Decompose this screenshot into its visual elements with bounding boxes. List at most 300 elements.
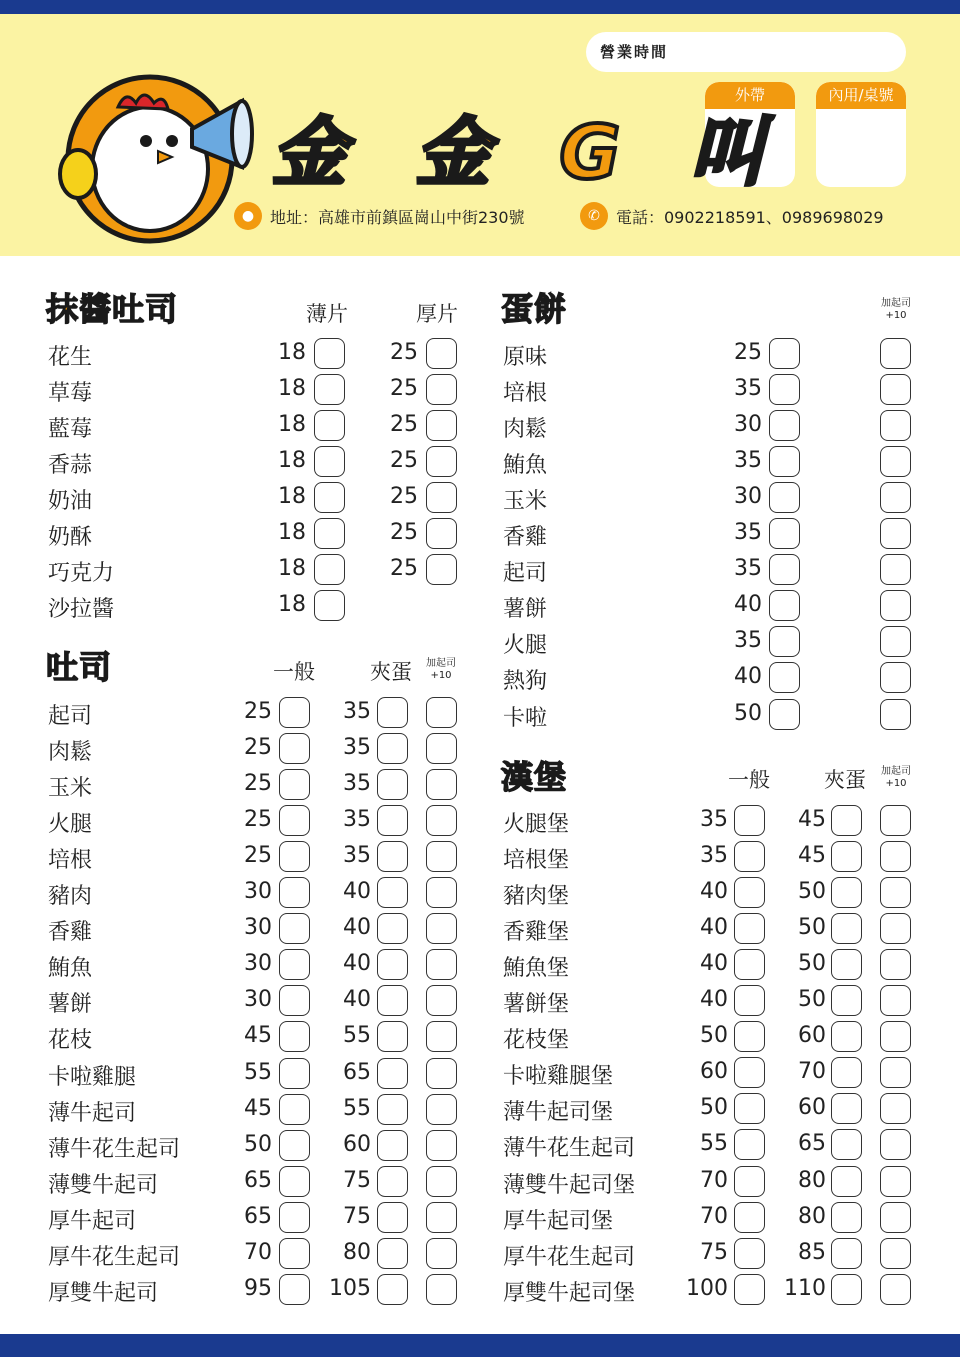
checkbox-with-egg[interactable] [831, 841, 862, 872]
jam-toast-item: 奶油 [48, 489, 93, 515]
burger-item: 薯餅堡 [503, 992, 570, 1018]
price-regular: 35 [734, 520, 762, 546]
checkbox-add-cheese[interactable] [426, 877, 457, 908]
price-with-egg: 35 [343, 807, 371, 833]
phone-row [580, 202, 884, 230]
checkbox-thin[interactable] [314, 590, 345, 621]
col-thick-slice: 厚片 [416, 302, 458, 326]
price-thick: 25 [390, 448, 418, 474]
checkbox-add-cheese[interactable] [426, 1238, 457, 1269]
checkbox-add-cheese[interactable] [880, 699, 911, 730]
location-pin-icon: ● [234, 202, 262, 230]
jam-toast-item: 沙拉醬 [48, 597, 115, 623]
price-regular: 30 [244, 987, 272, 1013]
price-thin: 18 [278, 412, 306, 438]
price-regular: 35 [700, 807, 728, 832]
checkbox-regular[interactable] [734, 1202, 765, 1233]
burger-item: 香雞堡 [503, 920, 570, 946]
price-with-egg: 40 [343, 951, 371, 977]
burger-item: 厚雙牛起司堡 [503, 1280, 636, 1306]
burger-item: 厚牛花生起司 [503, 1244, 636, 1270]
price-with-egg: 60 [343, 1131, 371, 1157]
takeout-label: 外帶 [705, 82, 795, 109]
price-regular: 65 [244, 1167, 272, 1193]
price-with-egg: 35 [343, 771, 371, 797]
checkbox-thick[interactable] [426, 446, 457, 477]
price-regular: 50 [700, 1095, 728, 1121]
checkbox-with-egg[interactable] [377, 913, 408, 944]
checkbox-add-cheese[interactable] [880, 662, 911, 693]
checkbox-add-cheese[interactable] [426, 985, 457, 1016]
checkbox-thin[interactable] [314, 482, 345, 513]
checkbox-regular[interactable] [769, 518, 800, 549]
chicken-logo [50, 69, 260, 244]
checkbox-with-egg[interactable] [377, 1274, 408, 1305]
price-regular: 25 [244, 807, 272, 833]
price-regular: 70 [700, 1167, 728, 1193]
price-regular: 35 [734, 376, 762, 402]
col-with-egg: 夾蛋 [824, 768, 866, 792]
price-with-egg: 35 [343, 735, 371, 761]
checkbox-add-cheese[interactable] [426, 1166, 457, 1197]
price-regular: 45 [244, 1095, 272, 1121]
checkbox-add-cheese[interactable] [880, 841, 911, 872]
price-with-egg: 60 [798, 1023, 826, 1049]
checkbox-with-egg[interactable] [377, 1130, 408, 1161]
price-regular: 35 [734, 628, 762, 654]
checkbox-regular[interactable] [769, 590, 800, 621]
price-thin: 18 [278, 592, 306, 618]
add-cheese-text: 加起司 [426, 658, 456, 669]
checkbox-regular[interactable] [734, 1166, 765, 1197]
price-with-egg: 50 [798, 915, 826, 941]
checkbox-with-egg[interactable] [831, 913, 862, 944]
checkbox-regular[interactable] [279, 1130, 310, 1161]
jam-toast-item: 草莓 [48, 381, 93, 407]
checkbox-with-egg[interactable] [377, 841, 408, 872]
checkbox-regular[interactable] [769, 482, 800, 513]
price-thin: 18 [278, 376, 306, 402]
jam-toast-item: 香蒜 [48, 453, 93, 479]
checkbox-add-cheese[interactable] [880, 338, 911, 369]
checkbox-regular[interactable] [279, 1021, 310, 1052]
price-regular: 30 [734, 412, 762, 438]
checkbox-add-cheese[interactable] [880, 1238, 911, 1269]
burger-item: 薄雙牛起司堡 [503, 1172, 636, 1198]
burger-item: 薄牛起司堡 [503, 1100, 614, 1126]
checkbox-add-cheese[interactable] [880, 1274, 911, 1305]
price-regular: 40 [734, 592, 762, 618]
burger-item: 卡啦雞腿堡 [503, 1064, 614, 1090]
jam-toast-title: 抹醬吐司 [46, 290, 179, 328]
checkbox-regular[interactable] [734, 1021, 765, 1052]
burger-item: 豬肉堡 [503, 884, 570, 910]
price-with-egg: 45 [798, 843, 826, 869]
price-regular: 50 [244, 1131, 272, 1157]
checkbox-with-egg[interactable] [831, 1129, 862, 1160]
price-regular: 40 [734, 664, 762, 690]
price-regular: 55 [700, 1131, 728, 1157]
checkbox-add-cheese[interactable] [880, 626, 911, 657]
price-regular: 50 [734, 700, 762, 726]
egg-pancake-item: 起司 [503, 561, 548, 587]
toast-title: 吐司 [46, 648, 113, 686]
price-regular: 35 [700, 843, 728, 869]
add-cheese-price: +10 [885, 778, 907, 789]
checkbox-regular[interactable] [769, 699, 800, 730]
price-regular: 55 [244, 1059, 272, 1085]
add-cheese-label [876, 298, 916, 322]
checkbox-regular[interactable] [279, 697, 310, 728]
checkbox-regular[interactable] [769, 338, 800, 369]
price-regular: 50 [700, 1023, 728, 1049]
price-regular: 35 [734, 556, 762, 582]
checkbox-regular[interactable] [769, 626, 800, 657]
address-text: 地址：高雄市前鎮區崗山中街230號 [270, 207, 525, 227]
price-regular: 30 [244, 915, 272, 941]
price-with-egg: 40 [343, 987, 371, 1013]
checkbox-add-cheese[interactable] [880, 1057, 911, 1088]
egg-pancake-item: 培根 [503, 381, 548, 407]
checkbox-thick[interactable] [426, 410, 457, 441]
price-with-egg: 110 [784, 1275, 826, 1301]
checkbox-add-cheese[interactable] [426, 949, 457, 980]
checkbox-with-egg[interactable] [831, 1093, 862, 1124]
price-regular: 25 [734, 340, 762, 365]
checkbox-regular[interactable] [279, 1238, 310, 1269]
add-cheese-price: +10 [885, 310, 907, 321]
price-with-egg: 50 [798, 879, 826, 905]
toast-item: 薯餅 [48, 992, 93, 1018]
checkbox-add-cheese[interactable] [880, 410, 911, 441]
price-regular: 70 [700, 1203, 728, 1229]
checkbox-thin[interactable] [314, 338, 345, 369]
checkbox-add-cheese[interactable] [880, 518, 911, 549]
toast-item: 鮪魚 [48, 956, 93, 982]
checkbox-regular[interactable] [769, 446, 800, 477]
add-cheese-text: 加起司 [881, 766, 911, 777]
checkbox-with-egg[interactable] [831, 1057, 862, 1088]
price-with-egg: 65 [798, 1131, 826, 1157]
price-regular: 70 [244, 1239, 272, 1265]
price-thin: 18 [278, 520, 306, 546]
toast-item: 火腿 [48, 812, 93, 838]
checkbox-with-egg[interactable] [831, 1166, 862, 1197]
toast-item: 培根 [48, 848, 93, 874]
business-hours-field[interactable] [586, 32, 906, 72]
checkbox-regular[interactable] [769, 410, 800, 441]
burger-item: 花枝堡 [503, 1028, 570, 1054]
checkbox-add-cheese[interactable] [426, 769, 457, 800]
checkbox-with-egg[interactable] [831, 805, 862, 836]
price-regular: 30 [244, 879, 272, 905]
price-regular: 100 [686, 1275, 728, 1301]
checkbox-regular[interactable] [279, 1058, 310, 1089]
phone-icon: ✆ [580, 202, 608, 230]
checkbox-regular[interactable] [279, 1166, 310, 1197]
address-row [234, 202, 525, 230]
checkbox-add-cheese[interactable] [426, 1274, 457, 1305]
toast-item: 厚雙牛起司 [48, 1280, 159, 1306]
toast-item: 肉鬆 [48, 740, 93, 766]
checkbox-regular[interactable] [279, 841, 310, 872]
checkbox-add-cheese[interactable] [880, 482, 911, 513]
checkbox-add-cheese[interactable] [880, 446, 911, 477]
checkbox-add-cheese[interactable] [426, 913, 457, 944]
price-regular: 25 [244, 735, 272, 761]
price-regular: 30 [244, 951, 272, 977]
price-thick: 25 [390, 520, 418, 546]
checkbox-regular[interactable] [279, 877, 310, 908]
checkbox-regular[interactable] [769, 554, 800, 585]
jam-toast-item: 巧克力 [48, 561, 115, 587]
egg-pancake-item: 原味 [503, 345, 548, 370]
toast-item: 花枝 [48, 1028, 93, 1054]
toast-item: 薄牛花生起司 [48, 1136, 181, 1162]
price-regular: 35 [734, 448, 762, 474]
checkbox-regular[interactable] [279, 1274, 310, 1305]
col-with-egg: 夾蛋 [370, 660, 412, 684]
checkbox-regular[interactable] [734, 1057, 765, 1088]
checkbox-add-cheese[interactable] [880, 949, 911, 980]
col-thin-slice: 薄片 [306, 302, 348, 326]
checkbox-add-cheese[interactable] [880, 913, 911, 944]
checkbox-add-cheese[interactable] [880, 877, 911, 908]
price-regular: 25 [244, 843, 272, 869]
add-cheese-label [422, 658, 460, 682]
toast-item: 豬肉 [48, 884, 93, 910]
checkbox-add-cheese[interactable] [880, 554, 911, 585]
checkbox-add-cheese[interactable] [426, 733, 457, 764]
burger-item: 薄牛花生起司 [503, 1136, 636, 1162]
price-with-egg: 35 [343, 699, 371, 724]
checkbox-add-cheese[interactable] [880, 590, 911, 621]
price-regular: 95 [244, 1275, 272, 1301]
checkbox-with-egg[interactable] [831, 1021, 862, 1052]
checkbox-regular[interactable] [279, 985, 310, 1016]
checkbox-regular[interactable] [279, 913, 310, 944]
checkbox-add-cheese[interactable] [880, 1129, 911, 1160]
jam-toast-item: 花生 [48, 345, 93, 370]
price-with-egg: 85 [798, 1239, 826, 1265]
price-with-egg: 55 [343, 1023, 371, 1049]
checkbox-with-egg[interactable] [377, 1021, 408, 1052]
checkbox-add-cheese[interactable] [880, 1021, 911, 1052]
header [0, 14, 960, 256]
price-with-egg: 70 [798, 1059, 826, 1085]
checkbox-add-cheese[interactable] [426, 1021, 457, 1052]
checkbox-with-egg[interactable] [377, 805, 408, 836]
burger-title: 漢堡 [501, 758, 568, 796]
price-regular: 75 [700, 1239, 728, 1265]
price-with-egg: 80 [798, 1203, 826, 1229]
price-with-egg: 55 [343, 1095, 371, 1121]
price-thin: 18 [278, 484, 306, 510]
egg-pancake-item: 卡啦 [503, 705, 548, 731]
phone-text: 電話：0902218591、0989698029 [616, 207, 884, 227]
burger-item: 鮪魚堡 [503, 956, 570, 982]
checkbox-regular[interactable] [734, 1093, 765, 1124]
price-with-egg: 50 [798, 987, 826, 1013]
checkbox-thin[interactable] [314, 554, 345, 585]
checkbox-with-egg[interactable] [377, 1238, 408, 1269]
brand-name: 金 金 G 叫 [272, 110, 787, 196]
checkbox-thick[interactable] [426, 482, 457, 513]
checkbox-regular[interactable] [279, 733, 310, 764]
jam-toast-item: 藍莓 [48, 417, 93, 443]
toast-item: 卡啦雞腿 [48, 1064, 137, 1090]
price-with-egg: 80 [343, 1239, 371, 1265]
checkbox-add-cheese[interactable] [426, 841, 457, 872]
checkbox-regular[interactable] [279, 1094, 310, 1125]
checkbox-regular[interactable] [279, 949, 310, 980]
checkbox-add-cheese[interactable] [880, 1202, 911, 1233]
checkbox-regular[interactable] [279, 769, 310, 800]
price-thick: 25 [390, 340, 418, 365]
checkbox-regular[interactable] [734, 877, 765, 908]
checkbox-regular[interactable] [734, 913, 765, 944]
checkbox-add-cheese[interactable] [426, 1094, 457, 1125]
checkbox-thick[interactable] [426, 374, 457, 405]
checkbox-regular[interactable] [769, 662, 800, 693]
price-thin: 18 [278, 556, 306, 582]
checkbox-add-cheese[interactable] [426, 1058, 457, 1089]
checkbox-with-egg[interactable] [377, 1166, 408, 1197]
price-with-egg: 75 [343, 1167, 371, 1193]
checkbox-add-cheese[interactable] [880, 805, 911, 836]
checkbox-with-egg[interactable] [831, 949, 862, 980]
checkbox-with-egg[interactable] [831, 1238, 862, 1269]
toast-item: 香雞 [48, 920, 93, 946]
price-thin: 18 [278, 340, 306, 365]
checkbox-add-cheese[interactable] [426, 1202, 457, 1233]
burger-item: 火腿堡 [503, 812, 570, 837]
checkbox-add-cheese[interactable] [426, 1130, 457, 1161]
price-with-egg: 40 [343, 915, 371, 941]
checkbox-thick[interactable] [426, 338, 457, 369]
dinein-label: 內用/桌號 [816, 82, 906, 109]
price-thick: 25 [390, 412, 418, 438]
jam-toast-item: 奶酥 [48, 525, 93, 551]
burger-item: 培根堡 [503, 848, 570, 874]
egg-pancake-item: 肉鬆 [503, 417, 548, 443]
checkbox-with-egg[interactable] [377, 985, 408, 1016]
checkbox-thick[interactable] [426, 554, 457, 585]
price-with-egg: 40 [343, 879, 371, 905]
business-hours-label: 營業時間 [600, 43, 669, 61]
price-regular: 40 [700, 879, 728, 905]
checkbox-with-egg[interactable] [831, 1274, 862, 1305]
price-regular: 40 [700, 987, 728, 1013]
price-regular: 65 [244, 1203, 272, 1229]
checkbox-add-cheese[interactable] [880, 374, 911, 405]
dinein-box[interactable] [816, 82, 906, 187]
checkbox-regular[interactable] [734, 1129, 765, 1160]
checkbox-with-egg[interactable] [377, 1094, 408, 1125]
egg-pancake-item: 熱狗 [503, 669, 548, 695]
price-regular: 25 [244, 771, 272, 797]
checkbox-with-egg[interactable] [377, 1202, 408, 1233]
add-cheese-text: 加起司 [881, 298, 911, 309]
price-thick: 25 [390, 484, 418, 510]
toast-item: 薄雙牛起司 [48, 1172, 159, 1198]
price-with-egg: 105 [329, 1275, 371, 1301]
add-cheese-label [876, 766, 916, 790]
checkbox-thin[interactable] [314, 518, 345, 549]
toast-item: 起司 [48, 704, 93, 729]
col-regular: 一般 [273, 660, 315, 684]
price-thin: 18 [278, 448, 306, 474]
price-with-egg: 60 [798, 1095, 826, 1121]
checkbox-add-cheese[interactable] [426, 805, 457, 836]
col-regular: 一般 [728, 768, 770, 792]
egg-pancake-item: 玉米 [503, 489, 548, 515]
top-bar [0, 0, 960, 14]
checkbox-with-egg[interactable] [831, 877, 862, 908]
checkbox-with-egg[interactable] [377, 877, 408, 908]
price-with-egg: 80 [798, 1167, 826, 1193]
price-with-egg: 65 [343, 1059, 371, 1085]
checkbox-regular[interactable] [734, 1238, 765, 1269]
checkbox-regular[interactable] [279, 805, 310, 836]
checkbox-thin[interactable] [314, 410, 345, 441]
price-thick: 25 [390, 556, 418, 582]
price-regular: 40 [700, 951, 728, 977]
checkbox-regular[interactable] [734, 841, 765, 872]
checkbox-thin[interactable] [314, 374, 345, 405]
price-with-egg: 75 [343, 1203, 371, 1229]
checkbox-add-cheese[interactable] [880, 1093, 911, 1124]
price-regular: 30 [734, 484, 762, 510]
price-regular: 40 [700, 915, 728, 941]
toast-item: 厚牛花生起司 [48, 1244, 181, 1270]
price-regular: 45 [244, 1023, 272, 1049]
toast-item: 薄牛起司 [48, 1100, 137, 1126]
checkbox-regular[interactable] [734, 1274, 765, 1305]
checkbox-regular[interactable] [769, 374, 800, 405]
checkbox-thick[interactable] [426, 518, 457, 549]
checkbox-regular[interactable] [734, 805, 765, 836]
checkbox-add-cheese[interactable] [426, 697, 457, 728]
toast-item: 玉米 [48, 776, 93, 802]
checkbox-with-egg[interactable] [831, 1202, 862, 1233]
checkbox-with-egg[interactable] [377, 697, 408, 728]
price-regular: 25 [244, 699, 272, 724]
checkbox-with-egg[interactable] [831, 985, 862, 1016]
checkbox-with-egg[interactable] [377, 1058, 408, 1089]
checkbox-add-cheese[interactable] [880, 1166, 911, 1197]
checkbox-add-cheese[interactable] [880, 985, 911, 1016]
add-cheese-price: +10 [430, 670, 452, 681]
checkbox-regular[interactable] [279, 1202, 310, 1233]
checkbox-with-egg[interactable] [377, 733, 408, 764]
price-with-egg: 45 [798, 807, 826, 832]
price-with-egg: 35 [343, 843, 371, 869]
checkbox-thin[interactable] [314, 446, 345, 477]
checkbox-with-egg[interactable] [377, 769, 408, 800]
checkbox-with-egg[interactable] [377, 949, 408, 980]
price-regular: 60 [700, 1059, 728, 1085]
price-with-egg: 50 [798, 951, 826, 977]
egg-pancake-item: 香雞 [503, 525, 548, 551]
checkbox-regular[interactable] [734, 985, 765, 1016]
toast-item: 厚牛起司 [48, 1208, 137, 1234]
bottom-bar [0, 1334, 960, 1357]
price-thick: 25 [390, 376, 418, 402]
egg-pancake-title: 蛋餅 [501, 290, 568, 328]
checkbox-regular[interactable] [734, 949, 765, 980]
burger-item: 厚牛起司堡 [503, 1208, 614, 1234]
